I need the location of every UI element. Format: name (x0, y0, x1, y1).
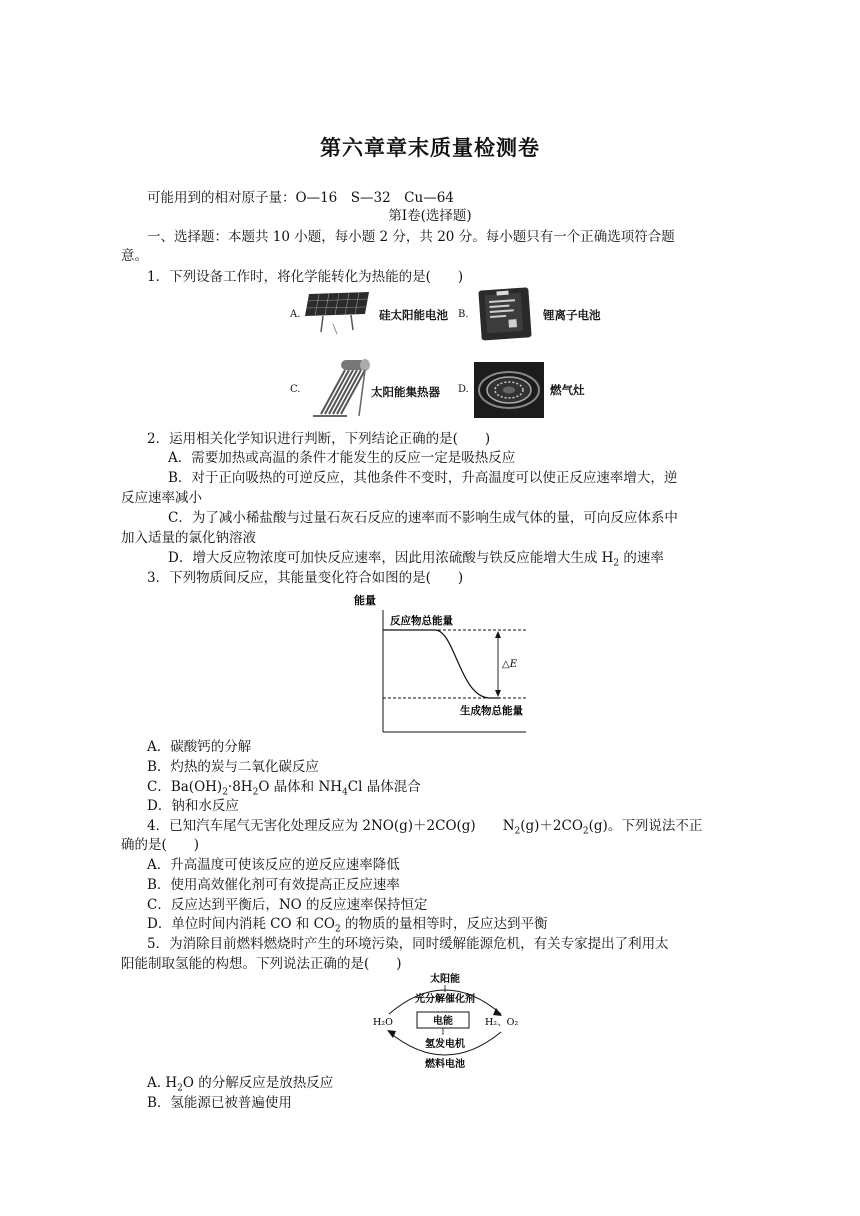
battery-icon (474, 286, 534, 342)
q2-stem: 2．运用相关化学知识进行判断，下列结论正确的是( ) (147, 431, 491, 447)
solar-water-heater-icon (303, 356, 373, 422)
instructions-line-2: 意。 (121, 248, 148, 264)
q1-option-c-letter: C. (290, 384, 301, 395)
reactant-energy-label: 反应物总能量 (390, 615, 453, 627)
q2-option-d: D．增大反应物浓度可加快反应速率，因此用浓硫酸与铁反应能增大生成 $H_2$ 的速率 (168, 550, 664, 569)
instructions-line-1: 一、选择题：本题共 10 小题，每小题 2 分，共 20 分。每小题只有一个正确选项符合题 (147, 229, 675, 245)
generator-label: 氢发电机 (425, 1039, 465, 1050)
q2-option-b-line-1: B．对于正向吸热的可逆反应，其他条件不变时，升高温度可以使正反应速率增大，逆 (168, 470, 678, 486)
q3-option-d: D．钠和水反应 (147, 798, 239, 814)
q5-option-a: A. $H_2O$ 的分解反应是放热反应 (147, 1075, 334, 1094)
gas-stove-icon (474, 362, 544, 418)
q4-option-b: B．使用高效催化剂可有效提高正反应速率 (147, 877, 400, 893)
q1-stem: 1．下列设备工作时，将化学能转化为热能的是( ) (147, 269, 464, 285)
water-label: H₂O (373, 1017, 393, 1028)
q1-option-a-caption: 硅太阳能电池 (379, 308, 448, 322)
q4-option-d: D．单位时间内消耗 CO 和 $CO_2$ 的物质的量相等时，反应达到平衡 (147, 916, 548, 935)
q5-option-b: B．氢能源已被普遍使用 (147, 1095, 292, 1111)
energy-diagram (350, 590, 530, 740)
q4-option-c: C．反应达到平衡后，NO 的反应速率保持恒定 (147, 897, 428, 913)
section-heading: 第Ⅰ卷(选择题) (388, 208, 472, 224)
q4-option-a: A．升高温度可使该反应的逆反应速率降低 (147, 857, 400, 873)
q4-stem-line-2: 确的是( ) (121, 837, 200, 853)
hydrogen-oxygen-label: H₂、O₂ (485, 1017, 519, 1028)
sun-energy-label: 太阳能 (430, 974, 460, 985)
delta-e-label: △E (502, 659, 517, 670)
q3-option-c: C．$Ba(OH)_2\cdot 8H_2O$ 晶体和 $NH_4Cl$ 晶体混合 (147, 779, 421, 798)
q3-stem: 3．下列物质间反应，其能量变化符合如图的是( ) (147, 570, 464, 586)
q1-option-c-caption: 太阳能集热器 (371, 385, 440, 399)
atomic-masses: 可能用到的相对原子量：O—16 S—32 Cu—64 (147, 190, 454, 206)
catalyst-label: 光分解催化剂 (415, 994, 475, 1005)
hydrogen-cycle-diagram (365, 970, 525, 1072)
q2-option-c-line-1: C．为了减小稀盐酸与过量石灰石反应的速率而不影响生成气体的量，可向反应体系中 (168, 510, 678, 526)
q1-option-d-letter: D. (458, 384, 469, 395)
q4-stem-line-1: 4．已知汽车尾气无害化处理反应为 2NO(g)＋2CO(g) $N_2(g)+2CO_2(g)$。下列说法不正 (147, 818, 703, 837)
q1-option-d-caption: 燃气灶 (550, 383, 585, 397)
solar-panel-icon (303, 290, 373, 336)
q3-option-b: B．灼热的炭与二氧化碳反应 (147, 759, 319, 775)
page-title: 第六章章末质量检测卷 (320, 135, 540, 160)
q3-option-a: A．碳酸钙的分解 (147, 739, 252, 755)
q5-stem-line-2: 阳能制取氢能的构想。下列说法正确的是( ) (121, 956, 402, 972)
product-energy-label: 生成物总能量 (460, 705, 523, 717)
fuel-cell-label: 燃料电池 (425, 1059, 465, 1070)
q5-stem-line-1: 5．为消除目前燃料燃烧时产生的环境污染，同时缓解能源危机，有关专家提出了利用太 (147, 936, 669, 952)
q2-option-a: A．需要加热或高温的条件才能发生的反应一定是吸热反应 (168, 450, 516, 466)
q2-option-b-line-2: 反应速率减小 (121, 490, 202, 506)
q1-option-b-caption: 锂离子电池 (543, 308, 601, 322)
q2-option-c-line-2: 加入适量的氯化钠溶液 (121, 530, 256, 546)
electric-energy-label: 电能 (433, 1016, 453, 1027)
energy-axis-label: 能量 (354, 594, 376, 607)
q1-option-a-letter: A. (290, 309, 301, 320)
q1-option-b-letter: B. (458, 309, 469, 320)
